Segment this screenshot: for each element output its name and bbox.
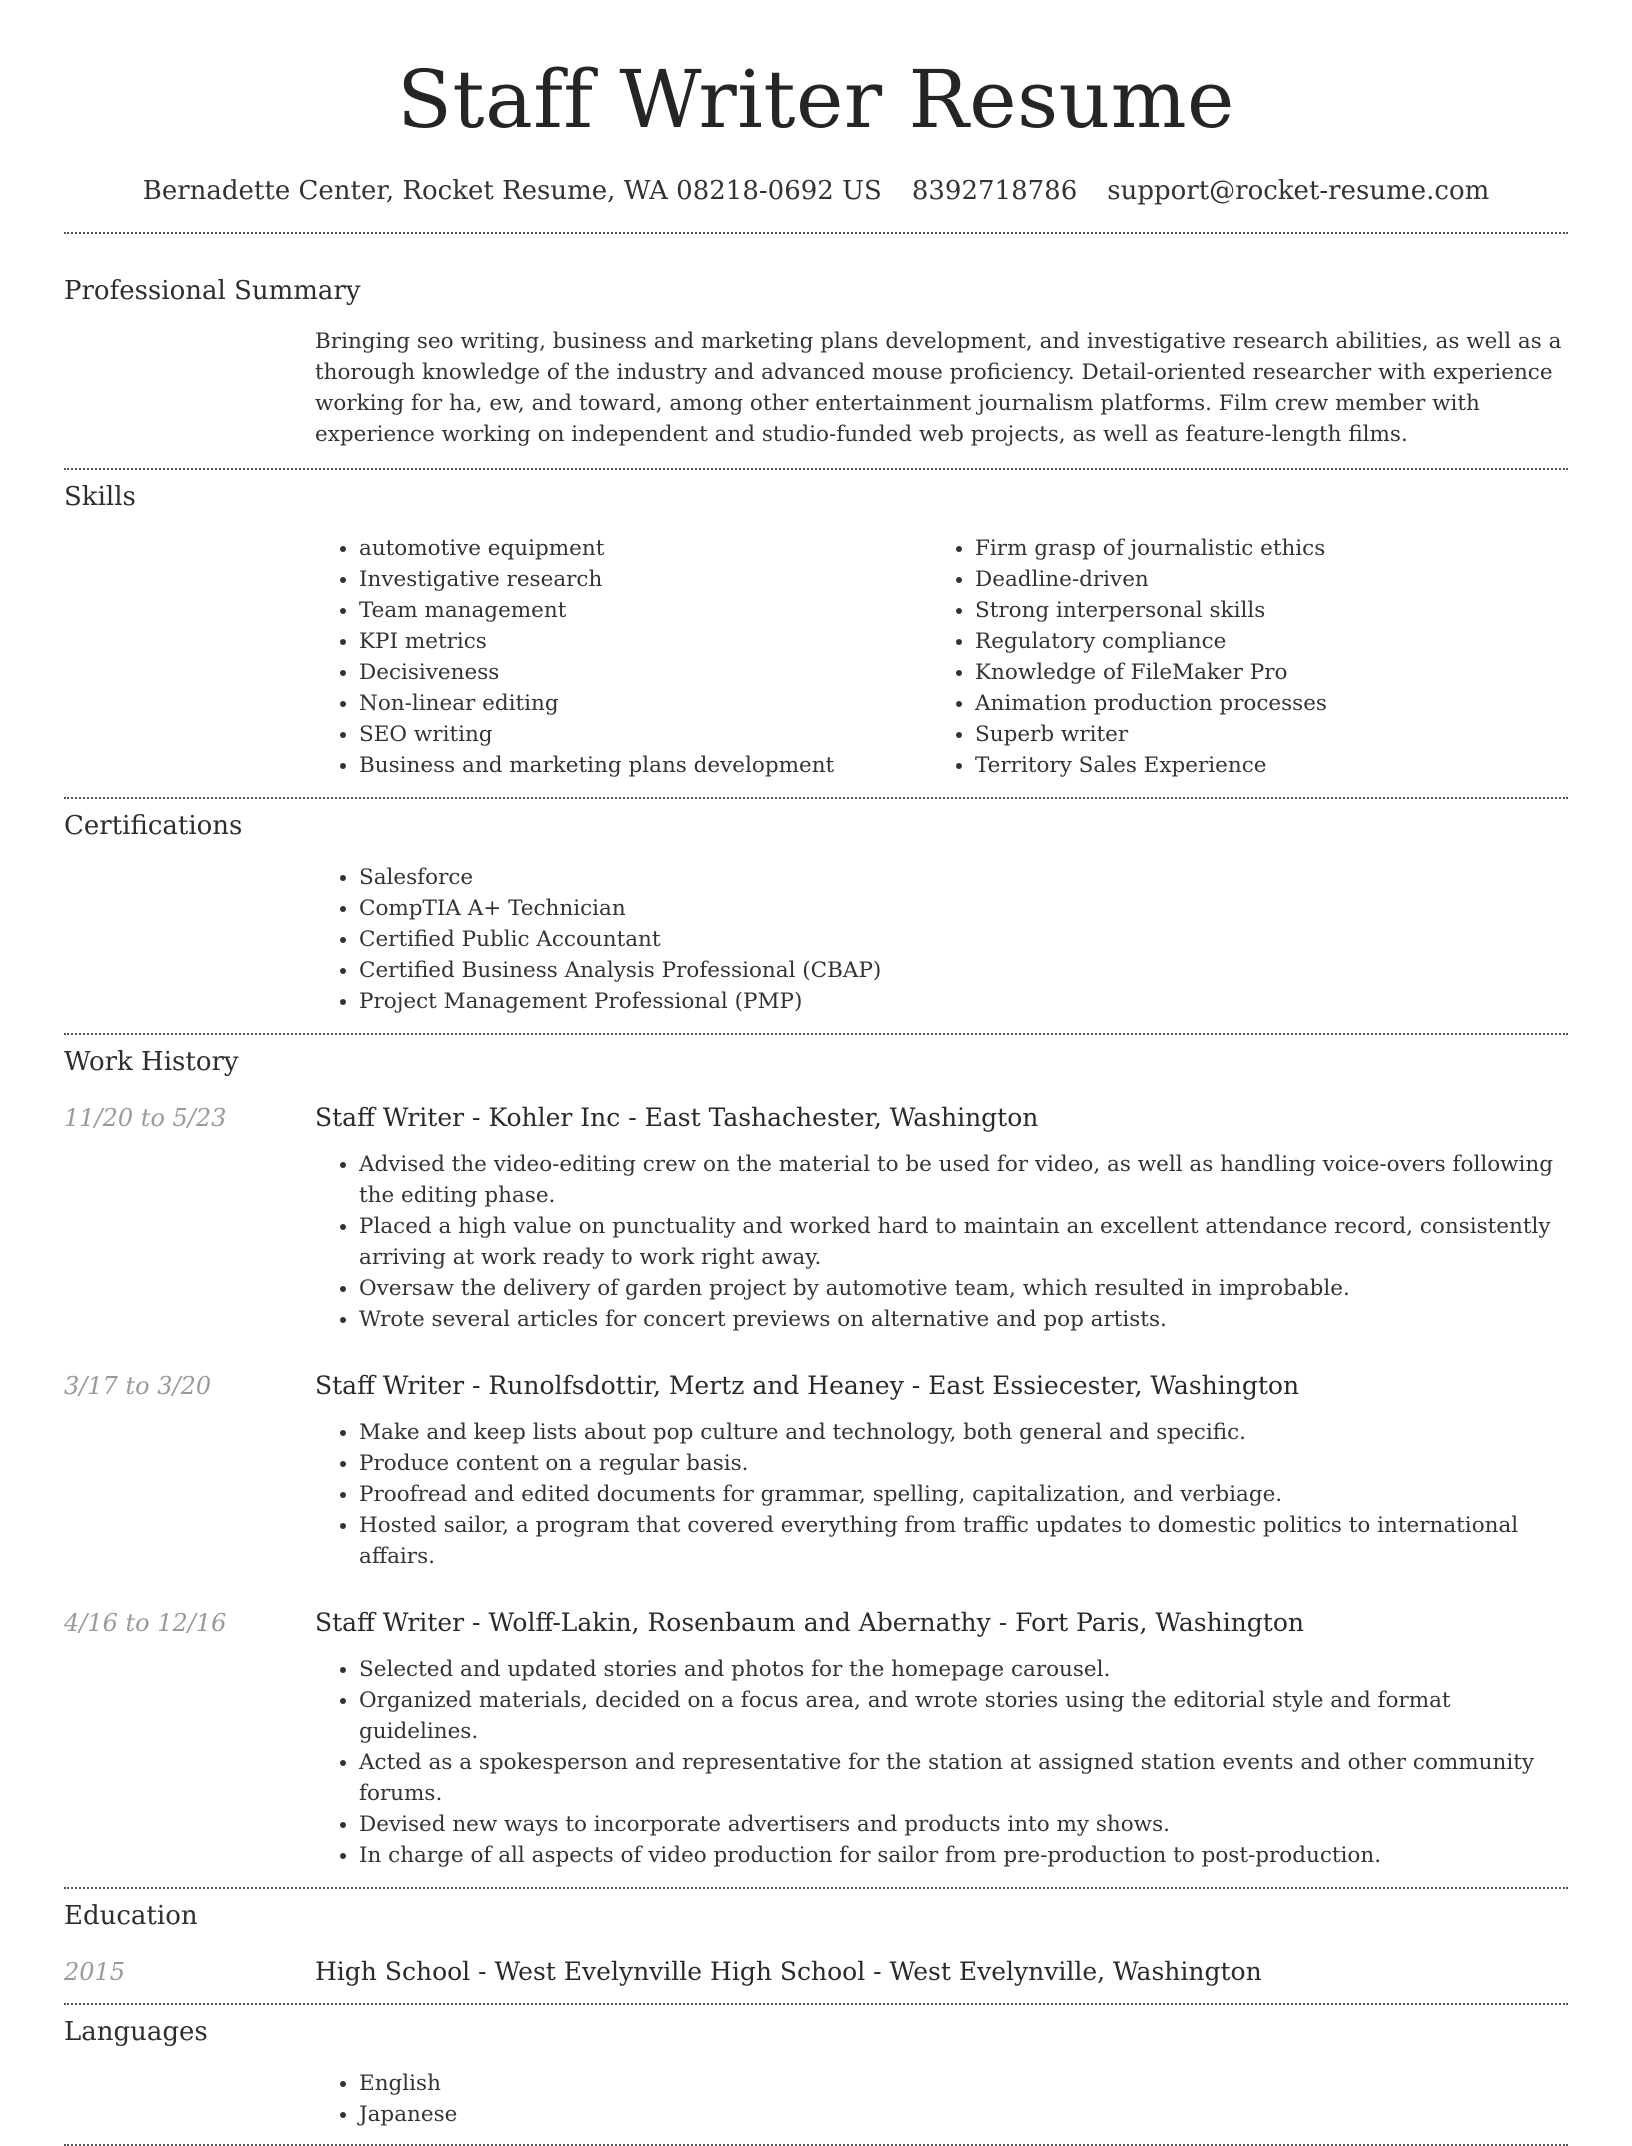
section-title-languages: Languages xyxy=(64,2017,208,2047)
education-section xyxy=(64,1889,1568,2003)
certifications-list xyxy=(315,862,1568,1017)
skill-item: • Team management xyxy=(359,595,931,626)
skill-item: • automotive equipment xyxy=(359,533,931,564)
job-bullet: • Organized materials, decided on a focus area, and wrote stories using the editorial style and format guidelines. xyxy=(359,1685,1569,1747)
job-bullet: • Produce content on a regular basis. xyxy=(359,1448,1569,1479)
job-bullet-list xyxy=(315,1149,1569,1335)
job-bullets xyxy=(315,1417,1568,1572)
language-item: • English xyxy=(359,2068,1568,2099)
job-header xyxy=(64,1606,1568,1640)
work-history-section xyxy=(64,1035,1568,1887)
certifications-content xyxy=(315,862,1568,1017)
job-bullet: • Selected and updated stories and photos for the homepage carousel. xyxy=(359,1654,1569,1685)
education-school: High School - West Evelynville High School - West Evelynville, Washington xyxy=(315,1957,1262,1986)
job-dates: 3/17 to 3/20 xyxy=(64,1372,212,1400)
skill-item: • Territory Sales Experience xyxy=(975,750,1547,781)
summary-text: Bringing seo writing, business and marketing plans development, and investigative research abilities, as well as a thorough knowledge of the industry and advanced mouse proficiency. Detail-oriented researcher with experience working for ha, ew, and toward, among other entertainment journalism platforms. Film crew member with experience working on independent and studio-funded web projects, as well as feature-length films. xyxy=(315,329,1562,447)
skills-column-right xyxy=(931,533,1547,781)
job-entry xyxy=(64,1369,1568,1572)
job-bullet-list xyxy=(315,1654,1569,1871)
skill-item: • Knowledge of FileMaker Pro xyxy=(975,657,1547,688)
job-dates: 11/20 to 5/23 xyxy=(64,1104,227,1132)
languages-content xyxy=(315,2068,1568,2130)
skill-item: • Investigative research xyxy=(359,564,931,595)
skill-item: • Decisiveness xyxy=(359,657,931,688)
contact-address: Bernadette Center, Rocket Resume, WA 08218-0692 US xyxy=(142,176,882,206)
job-bullet: • Wrote several articles for concert previews on alternative and pop artists. xyxy=(359,1304,1569,1335)
job-header xyxy=(64,1369,1568,1403)
education-year: 2015 xyxy=(64,1958,126,1986)
job-bullet: • Advised the video-editing crew on the material to be used for video, as well as handling voice-overs following the editing phase. xyxy=(359,1149,1569,1211)
skill-item: • Animation production processes xyxy=(975,688,1547,719)
skill-item: • Business and marketing plans development xyxy=(359,750,931,781)
certification-item: • Project Management Professional (PMP) xyxy=(359,986,1568,1017)
section-title-work-history: Work History xyxy=(64,1047,239,1077)
summary-content xyxy=(315,326,1568,450)
language-item: • Japanese xyxy=(359,2099,1568,2130)
job-title: Staff Writer - Runolfsdottir, Mertz and Heaney - East Essiecester, Washington xyxy=(315,1371,1300,1400)
skill-item: • Regulatory compliance xyxy=(975,626,1547,657)
languages-section xyxy=(64,2005,1568,2144)
job-bullet: • Devised new ways to incorporate advertisers and products into my shows. xyxy=(359,1809,1569,1840)
certification-item: • Salesforce xyxy=(359,862,1568,893)
resume-title: Staff Writer Resume xyxy=(397,53,1235,146)
certification-item: • CompTIA A+ Technician xyxy=(359,893,1568,924)
job-entry xyxy=(64,1606,1568,1871)
skills-section xyxy=(64,470,1568,797)
skill-item: • Firm grasp of journalistic ethics xyxy=(975,533,1547,564)
job-header xyxy=(64,1101,1568,1135)
education-entry xyxy=(64,1955,1568,1989)
section-title-skills: Skills xyxy=(64,482,136,512)
job-bullet: • Placed a high value on punctuality and worked hard to maintain an excellent attendance record, consistently arriving at work ready to work right away. xyxy=(359,1211,1569,1273)
professional-summary-section xyxy=(64,234,1568,468)
skill-item: • SEO writing xyxy=(359,719,931,750)
job-bullet: • Hosted sailor, a program that covered everything from traffic updates to domestic politics to international affairs. xyxy=(359,1510,1569,1572)
job-title: Staff Writer - Kohler Inc - East Tashachester, Washington xyxy=(315,1103,1039,1132)
contact-phone: 8392718786 xyxy=(911,176,1078,206)
job-bullet: • Make and keep lists about pop culture and technology, both general and specific. xyxy=(359,1417,1569,1448)
skill-item: • KPI metrics xyxy=(359,626,931,657)
certification-item: • Certified Public Accountant xyxy=(359,924,1568,955)
job-bullet-list xyxy=(315,1417,1569,1572)
certifications-section xyxy=(64,799,1568,1033)
section-title-summary: Professional Summary xyxy=(64,276,361,306)
section-title-certifications: Certifications xyxy=(64,811,243,841)
job-title: Staff Writer - Wolff-Lakin, Rosenbaum and Abernathy - Fort Paris, Washington xyxy=(315,1608,1304,1637)
contact-line xyxy=(64,174,1568,208)
job-bullet: • Proofread and edited documents for grammar, spelling, capitalization, and verbiage. xyxy=(359,1479,1569,1510)
job-dates: 4/16 to 12/16 xyxy=(64,1609,227,1637)
job-bullet: • Oversaw the delivery of garden project by automotive team, which resulted in improbable. xyxy=(359,1273,1569,1304)
skill-item: • Strong interpersonal skills xyxy=(975,595,1547,626)
job-entry xyxy=(64,1101,1568,1335)
job-bullets xyxy=(315,1149,1568,1335)
contact-email: support@rocket-resume.com xyxy=(1107,176,1490,206)
section-title-education: Education xyxy=(64,1901,198,1931)
skills-column-left xyxy=(315,533,931,781)
job-bullet: • In charge of all aspects of video production for sailor from pre-production to post-production. xyxy=(359,1840,1569,1871)
skill-item: • Deadline-driven xyxy=(975,564,1547,595)
job-bullets xyxy=(315,1654,1568,1871)
languages-list xyxy=(315,2068,1568,2130)
job-bullet: • Acted as a spokesperson and representative for the station at assigned station events and other community forums. xyxy=(359,1747,1569,1809)
certification-item: • Certified Business Analysis Professional (CBAP) xyxy=(359,955,1568,986)
skill-item: • Superb writer xyxy=(975,719,1547,750)
skills-list xyxy=(315,533,1568,781)
skill-item: • Non-linear editing xyxy=(359,688,931,719)
resume-page xyxy=(64,0,1568,2146)
